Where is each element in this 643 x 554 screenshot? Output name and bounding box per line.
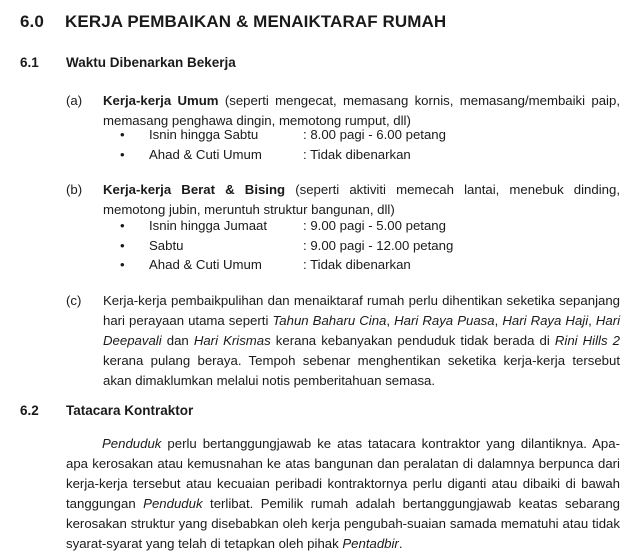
section-title: KERJA PEMBAIKAN & MENAIKTARAF RUMAH [65, 12, 447, 31]
emphasis-term: Pentadbir [342, 536, 399, 551]
item-b-label: (b) [66, 182, 83, 197]
schedule-day: Ahad & Cuti Umum [149, 147, 262, 162]
holiday-name: Hari Raya Haji [502, 313, 589, 328]
item-a-label: (a) [66, 93, 83, 108]
subsection-6-2-title: Tatacara Kontraktor [66, 403, 194, 418]
text-run: , [588, 313, 596, 328]
item-b-heading: Kerja-kerja Berat & Bising [103, 182, 286, 197]
text-run: dan [161, 333, 194, 348]
bullet-icon: • [120, 147, 125, 162]
subsection-6-1-number: 6.1 [20, 55, 39, 70]
text-run: terlibat. Pemilik rumah adalah bertanggungjawab keatas sebarang kerosakan struktur yang disebabkan oleh kerja pengubah-suaian samada mematuhi atau tidak syarat-syarat yang telah di tetapkan oleh pihak [66, 496, 620, 551]
bullet-icon: • [120, 218, 125, 233]
emphasis-term: Penduduk [143, 496, 203, 511]
bullet-icon: • [120, 238, 125, 253]
contractor-paragraph [66, 434, 620, 554]
holiday-name: Hari Deepavali [103, 313, 621, 348]
text-run: kerana pulang beraya. Tempoh sebenar menghentikan seketika kerja-kerja tersebut akan dimaklumkan melalui notis pemberitahuan semasa. [103, 353, 620, 388]
holiday-name: Tahun Baharu Cina [272, 313, 387, 328]
item-b-paragraph [103, 180, 620, 220]
text-run: . [398, 536, 403, 551]
schedule-day: Isnin hingga Jumaat [149, 218, 268, 233]
bullet-icon: • [120, 127, 125, 142]
holiday-name: Hari Raya Puasa [394, 313, 495, 328]
place-name: Rini Hills 2 [554, 333, 620, 348]
text-run: perlu bertanggungjawab ke atas tatacara kontraktor yang dilantiknya. Apa-apa kerosakan atau kemusnahan ke atas bangunan dan peralatan di dalamnya berpunca dari kerja-kerja tersebut atau kecuaian peribadi kontraktornya perlu diganti atau dibaiki di bawah tanggungan [66, 436, 620, 511]
text-run: , [494, 313, 503, 328]
schedule-time: : 9.00 pagi - 12.00 petang [303, 238, 454, 253]
section-heading [20, 12, 447, 32]
item-b-description: (seperti aktiviti memecah lantai, menebuk dinding, memotong jubin, meruntuh struktur bangunan, dll) [103, 182, 620, 217]
text-run: kerana kebanyakan penduduk tidak berada di [270, 333, 555, 348]
schedule-time: : 9.00 pagi - 5.00 petang [303, 218, 446, 233]
schedule-time: : Tidak dibenarkan [303, 147, 411, 162]
emphasis-term: Penduduk [102, 436, 162, 451]
schedule-time: : 8.00 pagi - 6.00 petang [303, 127, 446, 142]
item-a-description: (seperti mengecat, memasang kornis, memasang/membaiki paip, memasang penghawa dingin, memotong rumput, dll) [103, 93, 620, 128]
item-c-label: (c) [66, 293, 82, 308]
schedule-day: Ahad & Cuti Umum [149, 257, 262, 272]
subsection-6-2-number: 6.2 [20, 403, 39, 418]
section-number: 6.0 [20, 12, 44, 31]
text-run: Kerja-kerja pembaikpulihan dan menaiktaraf rumah perlu dihentikan seketika sepanjang hari perayaan utama seperti [103, 293, 620, 328]
schedule-day: Isnin hingga Sabtu [149, 127, 259, 142]
subsection-6-1-title: Waktu Dibenarkan Bekerja [66, 55, 236, 70]
bullet-icon: • [120, 257, 125, 272]
item-a-heading: Kerja-kerja Umum [103, 93, 219, 108]
holiday-name: Hari Krismas [193, 333, 271, 348]
schedule-day: Sabtu [149, 238, 184, 253]
item-c-paragraph [103, 291, 620, 391]
text-run: , [386, 313, 395, 328]
schedule-time: : Tidak dibenarkan [303, 257, 411, 272]
